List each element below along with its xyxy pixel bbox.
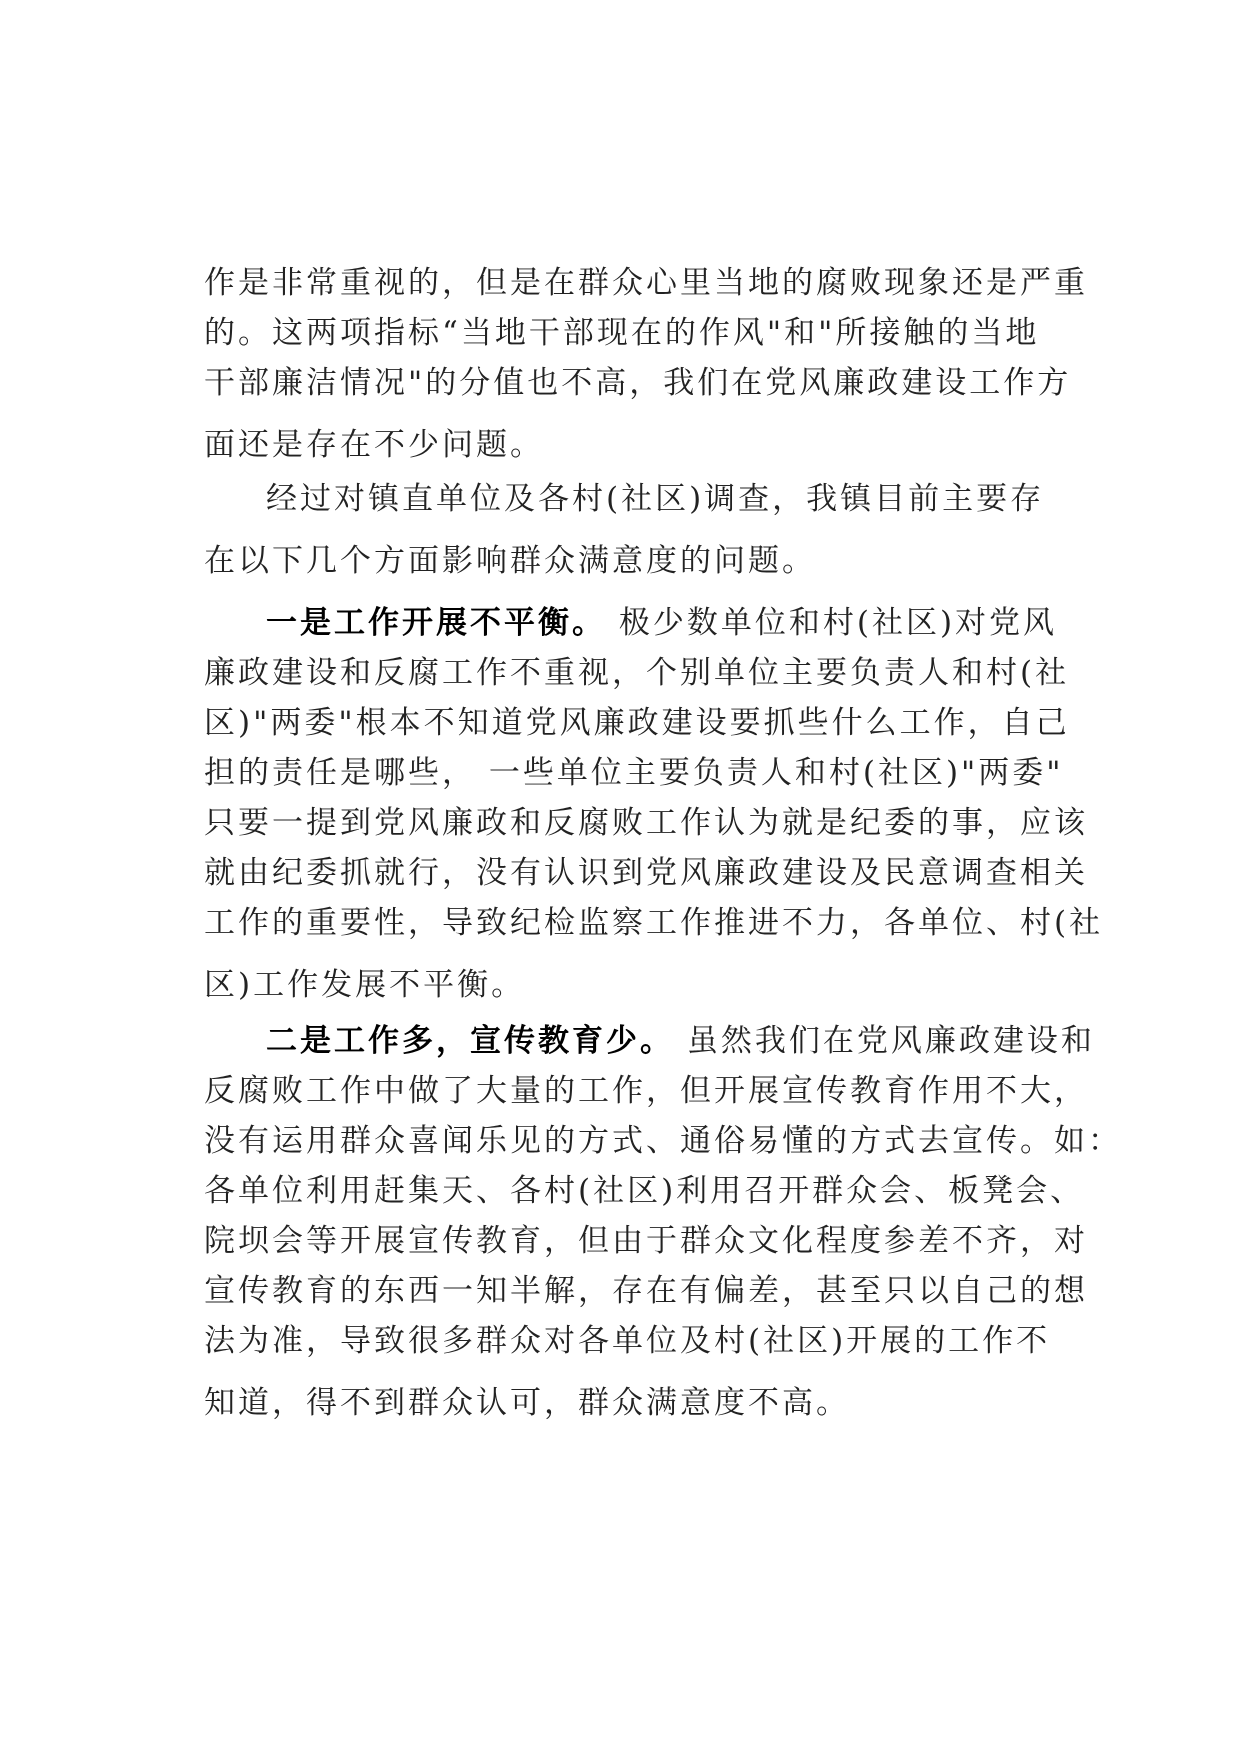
text-line: 就由纪委抓就行，没有认识到党风廉政建设及民意调查相关 [204, 855, 1088, 891]
text-line: 面还是存在不少问题。 [204, 427, 544, 463]
paragraph-3 [204, 598, 1104, 1010]
text-line: 反腐败工作中做了大量的工作，但开展宣传教育作用不大， [204, 1073, 1088, 1109]
paragraph-4 [204, 1016, 1122, 1428]
text-line: 知道，得不到群众认可，群众满意度不高。 [204, 1385, 850, 1421]
text-line: 经过对镇直单位及各村(社区)调查，我镇目前主要存 [266, 481, 1045, 517]
text-line: 院坝会等开展宣传教育，但由于群众文化程度参差不齐，对 [204, 1223, 1088, 1259]
text-fragment: 极少数单位和村(社区)对党风 [606, 605, 1058, 641]
section-heading: 一是工作开展不平衡。 [266, 605, 606, 641]
text-line: 区)"两委"根本不知道党风廉政建设要抓些什么工作，自己 [204, 705, 1070, 741]
text-line: 的。这两项指标“当地干部现在的作风"和"所接触的当地 [204, 315, 1040, 351]
paragraph-1 [204, 258, 1088, 470]
text-line: 法为准，导致很多群众对各单位及村(社区)开展的工作不 [204, 1323, 1051, 1359]
text-line: 工作的重要性，导致纪检监察工作推进不力，各单位、村(社 [204, 905, 1104, 941]
paragraph-first-line [204, 598, 1064, 648]
paragraph-2 [204, 474, 1064, 586]
text-line: 在以下几个方面影响群众满意度的问题。 [204, 543, 816, 579]
text-line: 区)工作发展不平衡。 [204, 967, 526, 1003]
text-line: 没有运用群众喜闻乐见的方式、通俗易懂的方式去宣传。如： [204, 1123, 1122, 1159]
text-fragment: 虽然我们在党风廉政建设和 [674, 1023, 1095, 1059]
text-line: 廉政建设和反腐工作不重视，个别单位主要负责人和村(社 [204, 655, 1070, 691]
text-line: 作是非常重视的，但是在群众心里当地的腐败现象还是严重 [204, 265, 1088, 301]
text-line: 宣传教育的东西一知半解，存在有偏差，甚至只以自己的想 [204, 1273, 1088, 1309]
paragraph-first-line [204, 1016, 1095, 1066]
text-line: 各单位利用赶集天、各村(社区)利用召开群众会、板凳会、 [204, 1173, 1085, 1209]
section-heading: 二是工作多，宣传教育少。 [266, 1023, 674, 1059]
text-line: 干部廉洁情况"的分值也不高，我们在党风廉政建设工作方 [204, 365, 1072, 401]
text-line: 只要一提到党风廉政和反腐败工作认为就是纪委的事，应该 [204, 805, 1088, 841]
text-line: 担的责任是哪些， 一些单位主要负责人和村(社区)"两委" [204, 755, 1064, 791]
